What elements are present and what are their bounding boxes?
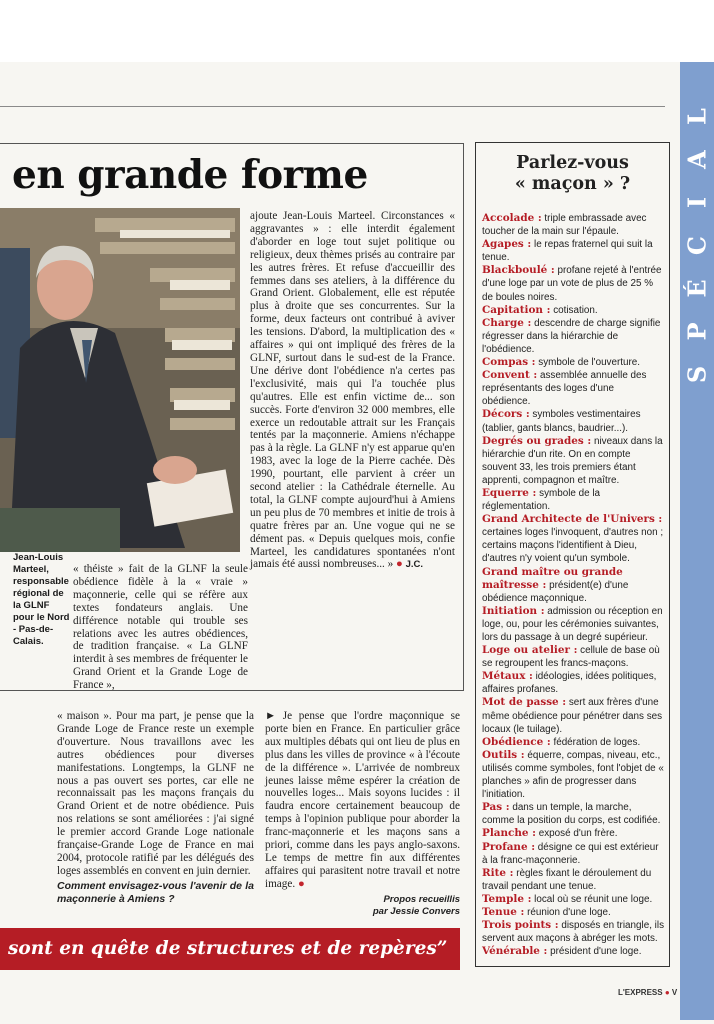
glossary-entry bbox=[482, 801, 665, 827]
signoff-line: par Jessie Convers bbox=[372, 905, 460, 917]
glossary-definition: triple embrassade avec toucher de la main sur l'épaule. bbox=[482, 213, 647, 238]
glossary-definition: assemblée annuelle des représentants des loges d'une obédience. bbox=[482, 370, 647, 408]
glossary-term: Outils : bbox=[482, 748, 525, 761]
glossary-definition: symboles vestimentaires (tablier, gants blancs, baudrier...). bbox=[482, 409, 641, 434]
glossary-definition: président(e) d'une obédience maçonnique. bbox=[482, 579, 629, 604]
glossary-title bbox=[475, 153, 670, 195]
top-rule bbox=[0, 106, 665, 107]
interview-text: ajoute Jean-Louis Marteel. Circonstances « aggravantes » : elle interdit également d'aborder en loge tout sujet politique ou religieux, deux thèmes prisés au contraire par les autres frères. Et refuse d'accueillir des femmes dans ses ateliers, à la différence du Grand Orient. Globalement, elle est réputée plus à droite que ses concurrentes. Sur la forme, deux facteurs ont contribué à aviver les tensions. D'abord, la multiplication des « affaires » qui ont impliqué des frères de la GLNF, surtout dans le sud-est de la France. Une dérive dont l'obédience n'a certes pas l'exclusivité, mais qui l'a touchée plus qu'autres. Elle est enfin victime de... son succès. Forte d'environ 32 000 membres, elle exerce un redoutable attrait sur les Français tentés par la maçonnerie. Amiens n'échappe pas à la règle. La GLNF n'y est apparue qu'en 1983, avec la loge de la Pierre cachée. Dès 1990, pourtant, elle parvient à créer un second atelier : la Cathédrale éternelle. Au total, la GLNF compte aujourd'hui à Amiens un peu plus de 70 membres et initie de trois à quatre frères par an. Une vogue qui ne se dément pas. « Depuis quelques mois, confie Marteel, les candidatures spontanées n'ont jamais été aussi nombreuses... » bbox=[250, 210, 455, 571]
glossary-term: Convent : bbox=[482, 369, 538, 382]
glossary-definition: sert aux frères d'une même obédience pour pénétrer dans ses locaux (le tuilage). bbox=[482, 697, 663, 735]
glossary-term: Agapes : bbox=[482, 238, 532, 251]
glossary-definition: cotisation. bbox=[553, 304, 598, 316]
glossary-term: Vénérable : bbox=[482, 945, 548, 958]
glossary-entry bbox=[482, 919, 665, 945]
glossary-definition: réunion d'une loge. bbox=[527, 906, 611, 918]
glossary-term: Mot de passe : bbox=[482, 696, 567, 709]
glossary-term: Grand Architecte de l'Univers : bbox=[482, 513, 663, 526]
glossary-term: Compas : bbox=[482, 356, 536, 369]
glossary-term: Obédience : bbox=[482, 735, 551, 748]
glossary-term: Initiation : bbox=[482, 604, 545, 617]
interview-column-d bbox=[57, 710, 254, 906]
glossary-term: Métaux : bbox=[482, 670, 533, 683]
glossary-term: Blackboulé : bbox=[482, 264, 555, 277]
glossary-entry bbox=[482, 513, 665, 565]
glossary-term: Trois points : bbox=[482, 919, 559, 932]
photo-caption: Jean-Louis Marteel, responsable régional de la GLNF pour le Nord - Pas-de-Calais. bbox=[13, 552, 70, 647]
glossary-term: Accolade : bbox=[482, 212, 542, 224]
glossary-entry bbox=[482, 212, 665, 238]
glossary-entry bbox=[482, 356, 665, 369]
author-initials: J.C. bbox=[405, 559, 424, 571]
bullet-icon: ● bbox=[396, 558, 403, 571]
glossary-definition: désigne ce qui est extérieur à la franc-maçonnerie. bbox=[482, 841, 659, 866]
glossary-term: Planche : bbox=[482, 827, 536, 840]
side-letter: É bbox=[682, 279, 712, 298]
signoff bbox=[265, 894, 460, 918]
glossary-definition: niveaux dans la hiérarchie d'un rite. On en compte souvent 33, les trois premiers étant apprenti, compagnon et maître. bbox=[482, 435, 663, 486]
page-footer bbox=[618, 988, 677, 997]
glossary-term: Décors : bbox=[482, 408, 530, 421]
glossary-term: Temple : bbox=[482, 892, 532, 905]
glossary-entry bbox=[482, 867, 665, 893]
side-letter: A bbox=[682, 150, 712, 169]
glossary-entry bbox=[482, 487, 665, 513]
interview-answer: « maison ». Pour ma part, je pense que la Grande Loge de France reste un exemple d'ouverture. Nous travaillons avec les autres obédiences pour diverses manifestations. Longtemps, la GLNF ne nous a pas ouvert ses portes, car elle ne reconnaissait pas les maçons français du Grand Orient et de notre obédience. Puis nos relations se sont améliorées : j'ai signé le premier accord Grande Loge nationale française-Grande Loge de France en mai 2004, protocole ratifié par les délégués des loges assemblés en convent en juin dernier. bbox=[57, 710, 254, 877]
portrait-photo bbox=[0, 208, 240, 552]
page-number: V bbox=[671, 988, 678, 997]
glossary-term: Pas : bbox=[482, 801, 510, 814]
glossary-definition: certaines loges l'invoquent, d'autres non ; certains maçons l'identifient à Dieu, d'autres n'y voient qu'un symbole. bbox=[482, 527, 664, 565]
glossary-entry bbox=[482, 906, 665, 919]
interview-column-a bbox=[250, 210, 455, 572]
glossary-definition: dans un temple, la marche, comme la position du corps, est codifiée. bbox=[482, 802, 661, 827]
side-letter: I bbox=[682, 196, 712, 209]
glossary-entry bbox=[482, 238, 665, 264]
glossary-term: Grand maître ou grande maîtresse : bbox=[482, 565, 623, 591]
glossary-definition: le repas fraternel qui suit la tenue. bbox=[482, 239, 653, 264]
interview-column-b: « théiste » fait de la GLNF la seule obédience fidèle à la « vraie » maçonnerie, celle qui se réfère aux textes fondateurs anglais. Une différence notable qui trouble ses relations avec les autres obédiences, de tradition française. « La GLNF interdit à ses membres de fréquenter le Grand Orient et la Grande Loge de France », bbox=[73, 563, 248, 692]
interview-answer: ► Je pense que l'ordre maçonnique se porte bien en France. En particulier grâce aux multiples débats qui ont lieu de plus en plus dans les villes de province « à l'écoute de la différence ». L'arrivée de nombreux jeunes laisse même espérer la création de nouvelles loges... Mais soyons lucides : il faudra encore certainement beaucoup de temps à l'opinion publique pour aborder la franc-maçonnerie et les maçons sans a priori, comme dans les pays anglo-saxons. Le temps de mettre fin aux différentes affaires qui parasitent notre travail et notre image. bbox=[265, 710, 460, 890]
glossary-term: Tenue : bbox=[482, 905, 525, 918]
glossary-definition: exposé d'un frère. bbox=[538, 828, 618, 840]
glossary-entry bbox=[482, 408, 665, 434]
glossary-entry bbox=[482, 644, 665, 670]
glossary-entry bbox=[482, 304, 665, 317]
interview-question: Comment envisagez-vous l'avenir de la maçonnerie à Amiens ? bbox=[57, 879, 254, 905]
portrait-illustration bbox=[0, 208, 240, 552]
glossary-term: Degrés ou grades : bbox=[482, 434, 592, 447]
glossary-definition: profane rejeté à l'entrée d'une loge par un vote de plus de 25 % de boules noires. bbox=[482, 265, 662, 303]
glossary-definition: président d'une loge. bbox=[550, 946, 642, 958]
glossary-term: Charge : bbox=[482, 316, 532, 329]
glossary-definition: règles fixant le déroulement du travail pendant une tenue. bbox=[482, 867, 652, 892]
glossary-definition: fédération de loges. bbox=[553, 736, 641, 748]
glossary-term: Rite : bbox=[482, 866, 514, 879]
side-letter: P bbox=[682, 322, 712, 341]
glossary-term: Profane : bbox=[482, 840, 536, 853]
glossary-entry bbox=[482, 317, 665, 356]
glossary-entry bbox=[482, 827, 665, 840]
glossary-definition: équerre, compas, niveau, etc., utilisés comme symboles, font l'objet de « planches » afin de progresser dans l'initiation. bbox=[482, 749, 664, 801]
glossary-definition: symbole de l'ouverture. bbox=[538, 357, 641, 369]
glossary-definition: cellule de base où se regroupent les francs-maçons. bbox=[482, 645, 660, 670]
glossary-term: Equerre : bbox=[482, 486, 537, 499]
glossary-entry bbox=[482, 566, 665, 605]
glossary-entry bbox=[482, 893, 665, 906]
glossary-title-line: Parlez-vous bbox=[516, 153, 629, 173]
glossary-list bbox=[482, 212, 665, 958]
glossary-entry bbox=[482, 736, 665, 749]
side-banner-text bbox=[683, 95, 711, 396]
glossary-entry bbox=[482, 670, 665, 696]
interview-column-e bbox=[265, 710, 460, 918]
glossary-definition: descendre de charge signifie régresser dans la hiérarchie de l'obédience. bbox=[482, 317, 661, 355]
glossary-entry bbox=[482, 696, 665, 735]
glossary-definition: idéologies, idées politiques, affaires profanes. bbox=[482, 671, 657, 696]
glossary-term: Loge ou atelier : bbox=[482, 644, 578, 657]
glossary-entry bbox=[482, 749, 665, 801]
glossary-definition: admission ou réception en loge, ou, pour les cérémonies suivantes, lors du passage à un degré supérieur. bbox=[482, 605, 663, 643]
pull-quote: sont en quête de structures et de repères” bbox=[0, 928, 460, 970]
side-letter: L bbox=[682, 108, 712, 125]
headline: en grande forme bbox=[12, 152, 368, 198]
publication-name: L'EXPRESS bbox=[618, 988, 663, 997]
glossary-definition: local où se réunit une loge. bbox=[534, 893, 653, 905]
side-letter: C bbox=[682, 235, 712, 256]
glossary-term: Capitation : bbox=[482, 303, 551, 316]
side-letter: S bbox=[682, 365, 712, 384]
signoff-line: Propos recueillis bbox=[383, 893, 460, 905]
bullet-icon: ● bbox=[297, 877, 305, 890]
glossary-definition: symbole de la réglementation. bbox=[482, 487, 601, 513]
glossary-entry bbox=[482, 435, 665, 487]
glossary-entry bbox=[482, 369, 665, 408]
glossary-entry bbox=[482, 605, 665, 644]
glossary-entry bbox=[482, 945, 665, 958]
glossary-definition: disposés en triangle, ils servent aux maçons à abréger les mots. bbox=[482, 920, 665, 945]
glossary-entry bbox=[482, 264, 665, 303]
bullet-icon: ● bbox=[664, 988, 670, 997]
glossary-entry bbox=[482, 841, 665, 867]
glossary-title-line: « maçon » ? bbox=[514, 174, 631, 194]
